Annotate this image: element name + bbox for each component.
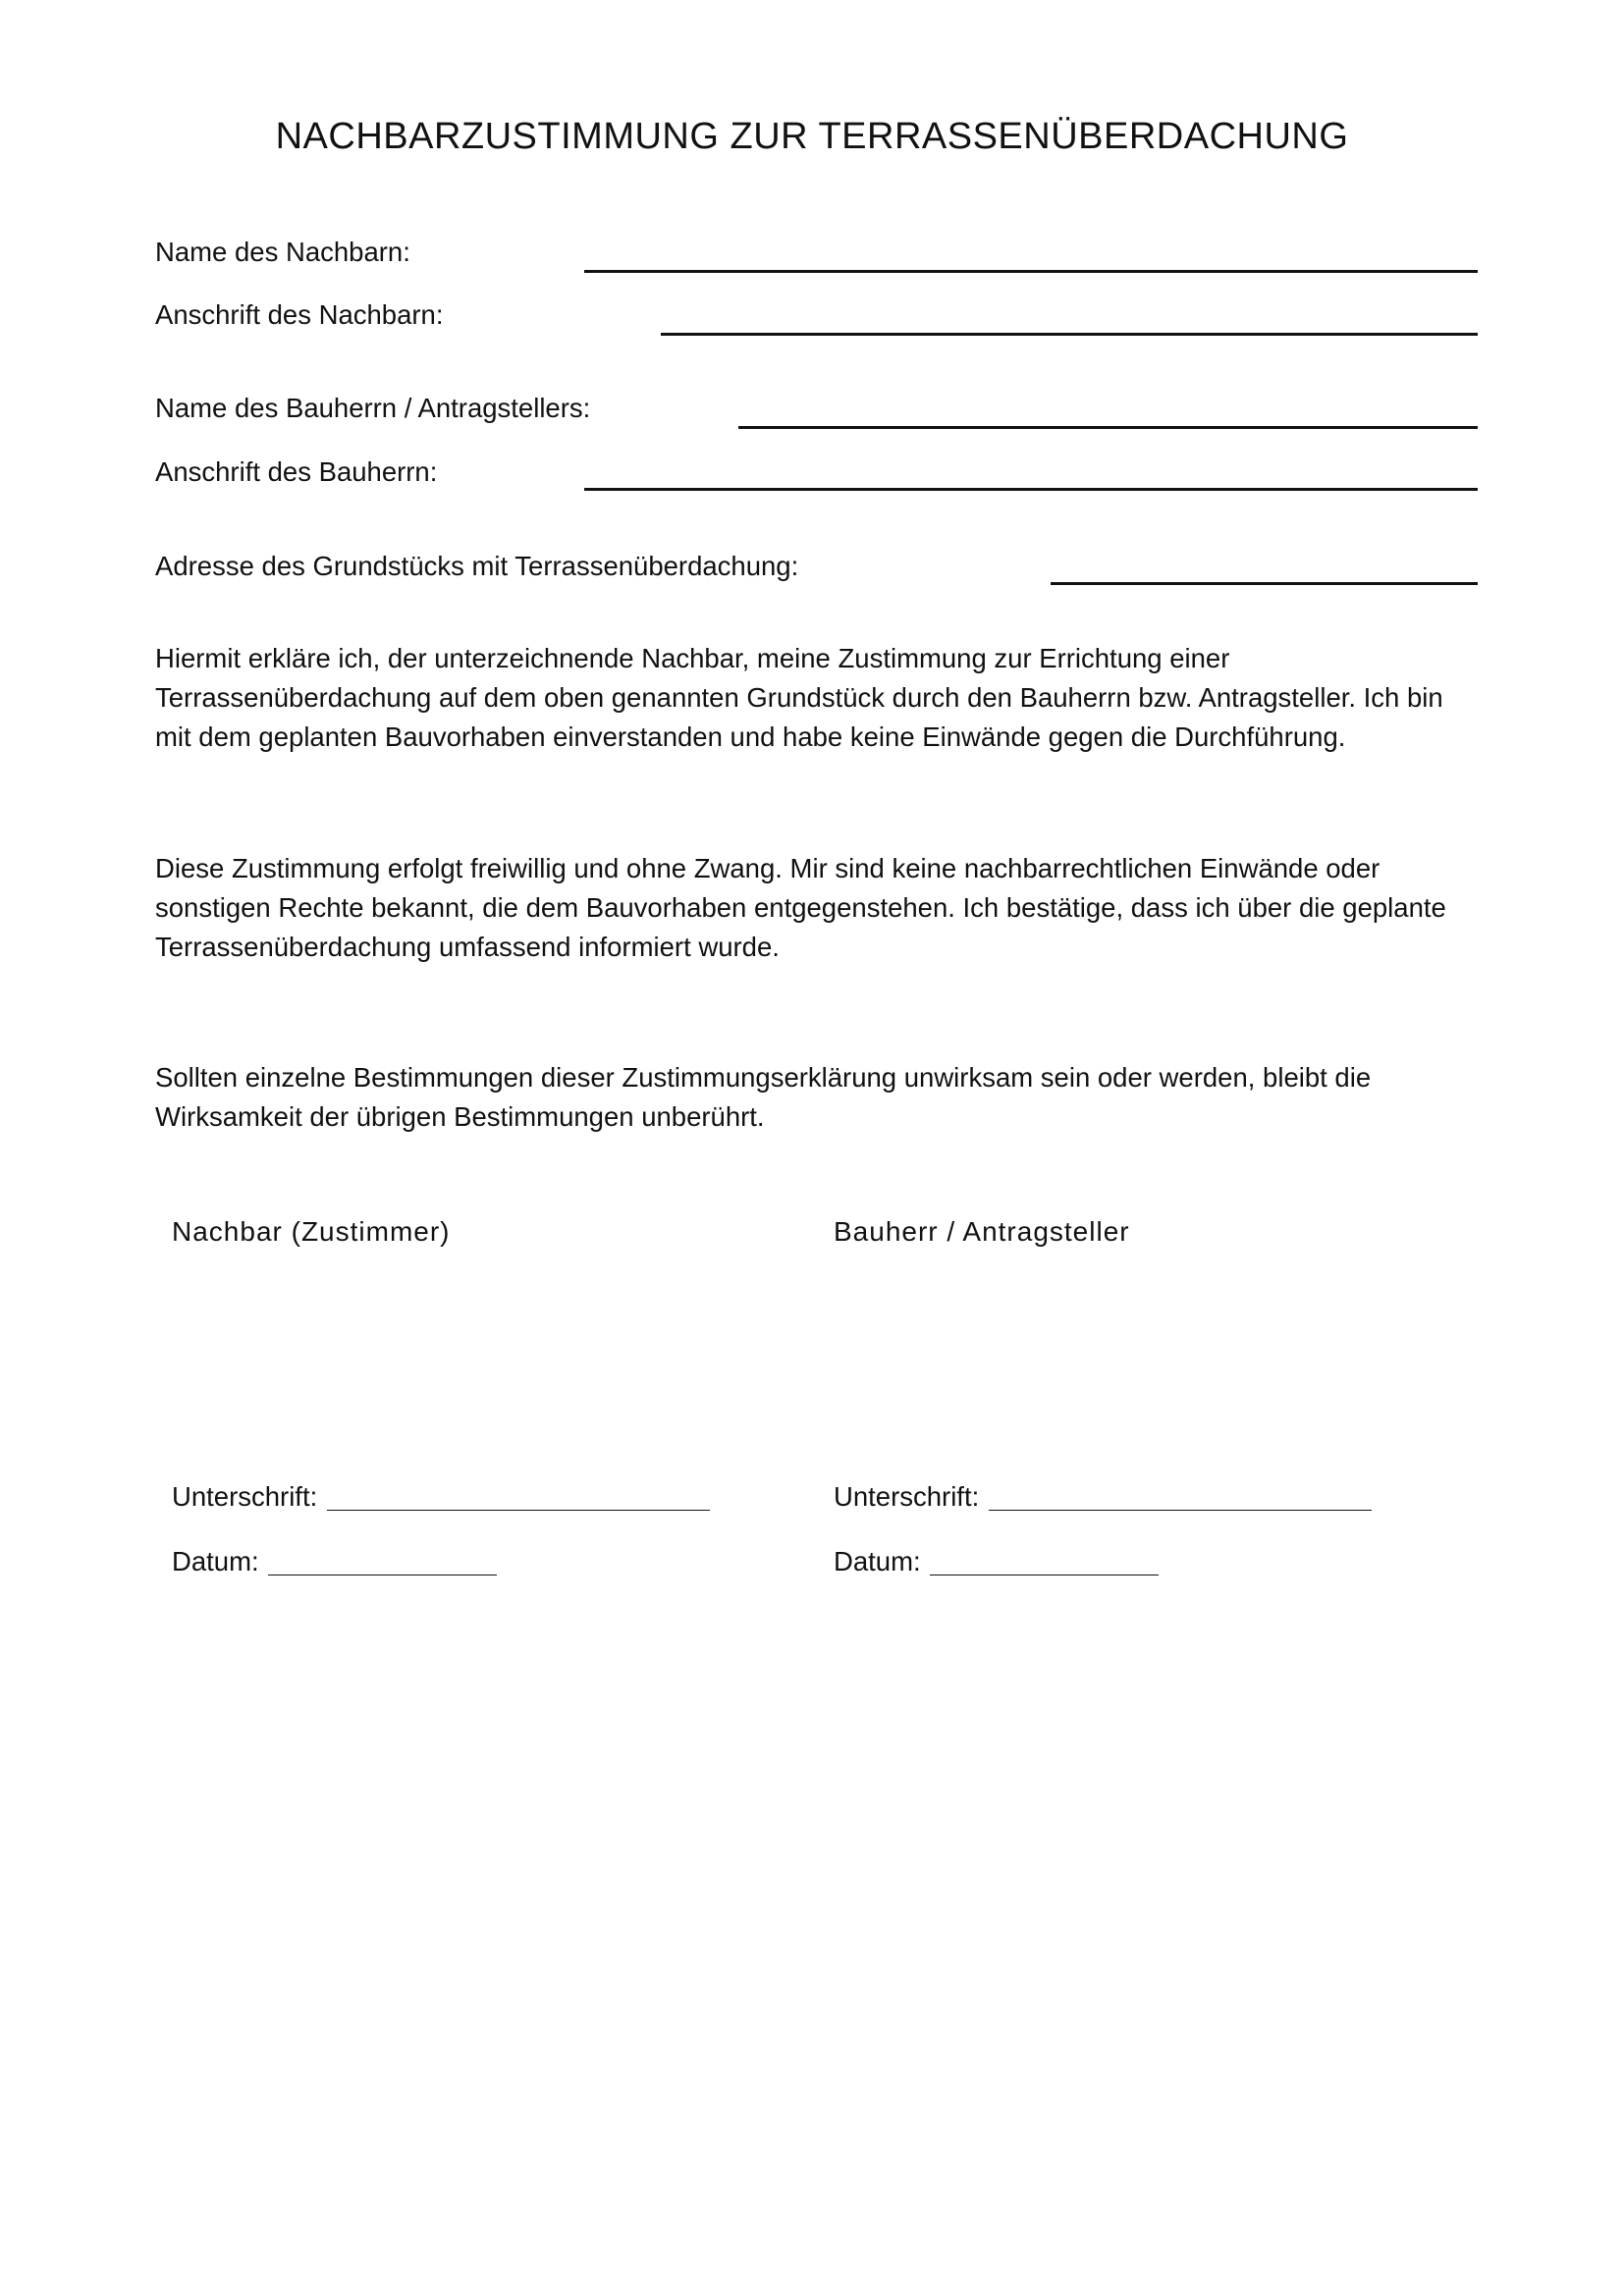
neighbor-signature-heading: Nachbar (Zustimmer) (172, 1216, 451, 1247)
builder-signature-heading: Bauherr / Antragsteller (834, 1216, 1130, 1247)
neighbor-name-label: Name des Nachbarn: (155, 237, 410, 267)
severability-line: Wirksamkeit der übrigen Bestimmungen unberührt. (155, 1101, 765, 1132)
voluntary-line: sonstigen Rechte bekannt, die dem Bauvorhaben entgegenstehen. Ich bestätige, dass ich über die geplante (155, 892, 1446, 923)
builder-name-label: Name des Bauherrn / Antragstellers: (155, 393, 591, 423)
property-address-field[interactable] (1051, 582, 1478, 585)
neighbor-date-label: Datum: (172, 1546, 259, 1576)
declaration-paragraph (155, 639, 1490, 757)
severability-paragraph (155, 1058, 1490, 1137)
document-title: NACHBARZUSTIMMUNG ZUR TERRASSENÜBERDACHUNG (275, 116, 1349, 157)
neighbor-address-field[interactable] (661, 333, 1478, 336)
builder-date-label: Datum: (834, 1546, 921, 1576)
neighbor-address-label: Anschrift des Nachbarn: (155, 299, 444, 330)
declaration-line: mit dem geplanten Bauvorhaben einverstanden und habe keine Einwände gegen die Durchführung. (155, 721, 1346, 752)
severability-line: Sollten einzelne Bestimmungen dieser Zustimmungserklärung unwirksam sein oder werden, bleibt die (155, 1062, 1372, 1093)
builder-signature-label: Unterschrift: (834, 1481, 980, 1512)
declaration-line: Hiermit erkläre ich, der unterzeichnende Nachbar, meine Zustimmung zur Errichtung einer (155, 643, 1230, 673)
builder-address-field[interactable] (584, 488, 1478, 491)
neighbor-signature-label: Unterschrift: (172, 1481, 318, 1512)
voluntary-line: Terrassenüberdachung umfassend informiert wurde. (155, 932, 780, 962)
builder-signature-field[interactable] (989, 1510, 1372, 1511)
builder-name-field[interactable] (738, 426, 1478, 429)
neighbor-name-field[interactable] (584, 270, 1478, 273)
declaration-line: Terrassenüberdachung auf dem oben genannten Grundstück durch den Bauherrn bzw. Antragsteller. Ich bin (155, 682, 1443, 713)
neighbor-signature-field[interactable] (327, 1510, 710, 1511)
property-address-label: Adresse des Grundstücks mit Terrassenüberdachung: (155, 551, 799, 581)
builder-address-label: Anschrift des Bauherrn: (155, 456, 438, 487)
voluntary-line: Diese Zustimmung erfolgt freiwillig und ohne Zwang. Mir sind keine nachbarrechtlichen Einwände oder (155, 853, 1380, 883)
voluntary-paragraph (155, 849, 1490, 967)
